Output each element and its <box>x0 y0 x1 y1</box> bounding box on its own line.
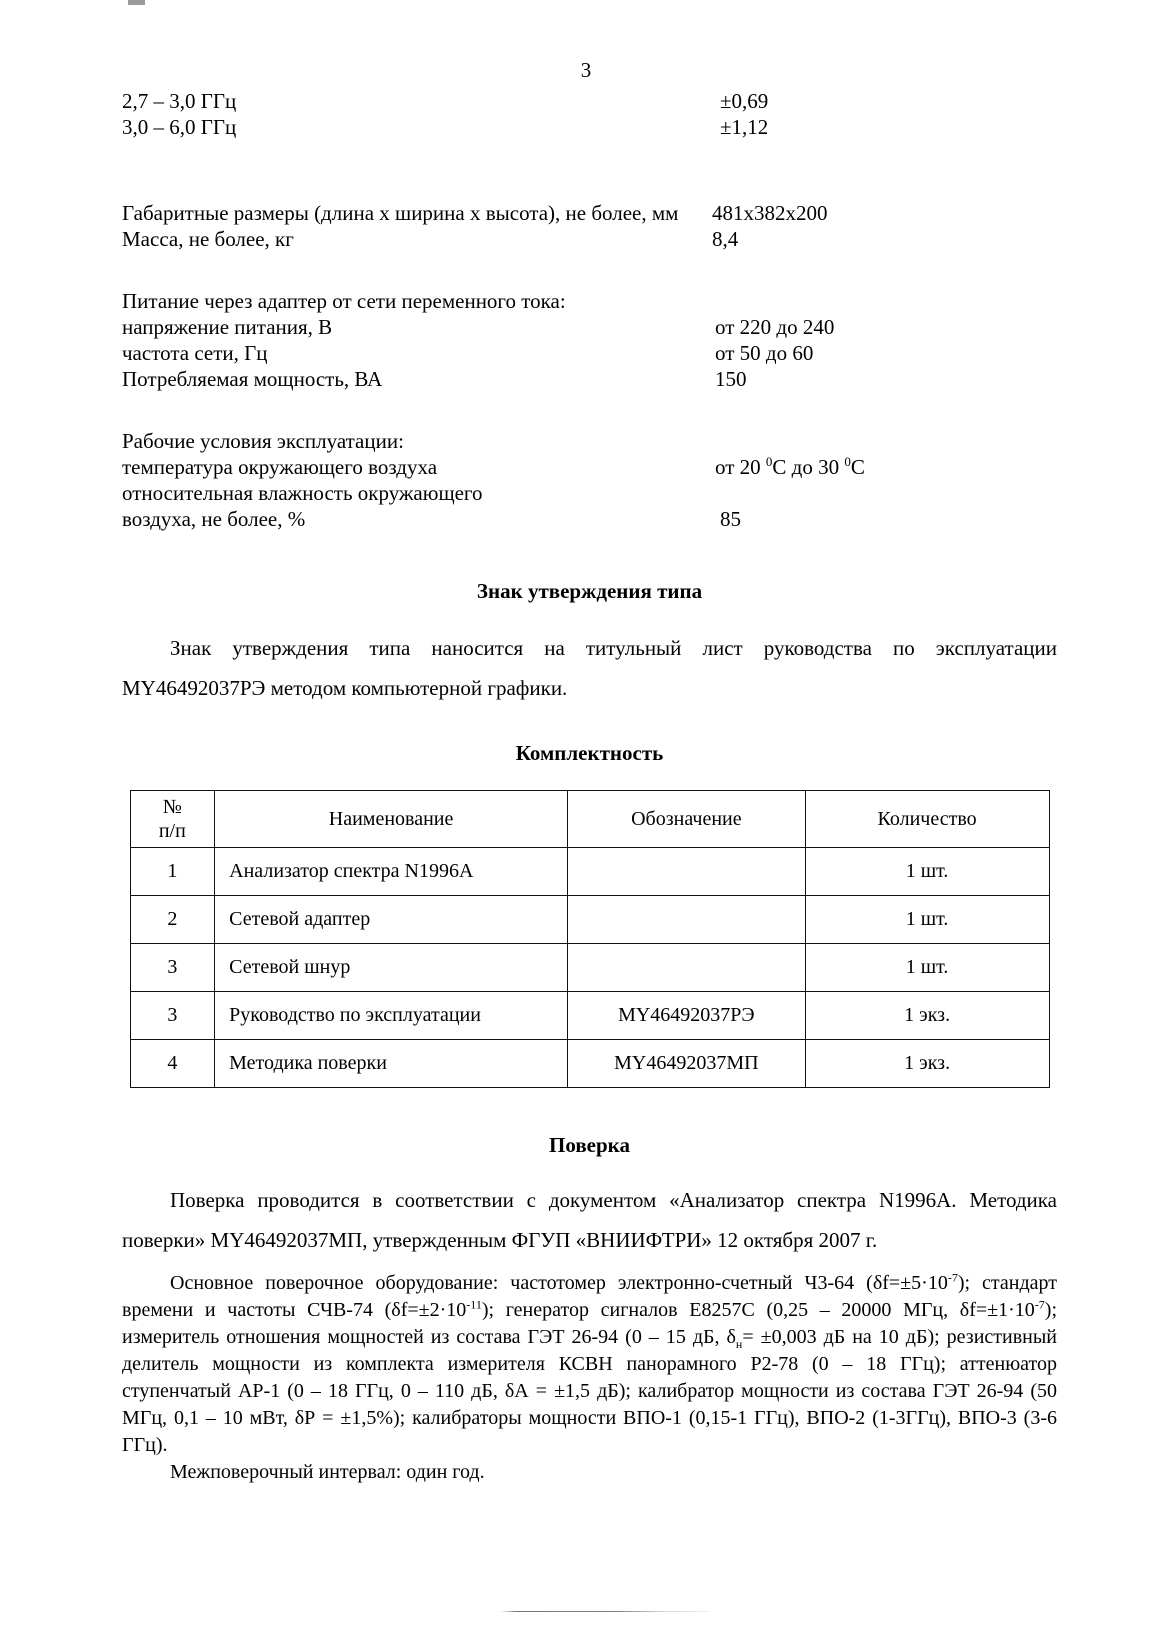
cell-designation <box>568 896 806 944</box>
equip-part-1: Основное поверочное оборудование: частотомер электронно-счетный Ч3-64 (δf=±5·10 <box>170 1272 948 1294</box>
spacer <box>122 140 1057 184</box>
cell-name: Сетевой адаптер <box>215 896 568 944</box>
operating-conditions-title-row <box>122 428 1057 454</box>
temp-suffix: С <box>850 455 865 479</box>
verification-interval-paragraph: Межповерочный интервал: один год. <box>170 1461 485 1483</box>
document-body <box>122 88 1057 1486</box>
power-section-title: Питание через адаптер от сети переменного тока: <box>122 289 566 313</box>
spec-value: 85 <box>720 507 741 531</box>
cell-number: 3 <box>130 992 215 1040</box>
spec-row <box>122 340 1057 366</box>
spec-label: Габаритные размеры (длина x ширина x высота), не более, мм <box>122 201 679 225</box>
table-row <box>130 848 1049 896</box>
spacer <box>122 766 1057 790</box>
table-body <box>130 848 1049 1088</box>
type-approval-heading: Знак утверждения типа <box>476 579 703 603</box>
spec-label: частота сети, Гц <box>122 341 268 365</box>
cell-name: Руководство по эксплуатации <box>215 992 568 1040</box>
spacer <box>122 1260 1057 1270</box>
table-row <box>130 1040 1049 1088</box>
temp-mid: С до 30 <box>772 455 845 479</box>
spec-value: от 220 до 240 <box>715 315 835 339</box>
temp-prefix: от 20 <box>715 455 766 479</box>
cell-designation <box>568 944 806 992</box>
spec-label: Масса, не более, кг <box>122 227 294 251</box>
cell-number: 1 <box>130 848 215 896</box>
spacer <box>122 1158 1057 1180</box>
spacer <box>122 392 1057 428</box>
cell-quantity: 1 шт. <box>805 848 1049 896</box>
column-header-quantity: Количество <box>805 791 1049 848</box>
spec-row <box>122 88 1057 114</box>
spec-row <box>122 480 1057 506</box>
type-approval-paragraph: Знак утверждения типа наносится на титульный лист руководства по эксплуатации MY46492037РЭ методом компьютерной графики. <box>122 636 1057 700</box>
cell-name: Сетевой шнур <box>215 944 568 992</box>
cell-number: 4 <box>130 1040 215 1088</box>
cell-quantity: 1 шт. <box>805 896 1049 944</box>
spec-label: Потребляемая мощность, ВА <box>122 367 383 391</box>
superscript-exp-2: -11 <box>466 1297 482 1312</box>
spec-row <box>122 454 1057 480</box>
cell-name: Анализатор спектра N1996A <box>215 848 568 896</box>
completeness-heading: Комплектность <box>515 741 664 765</box>
cell-designation: MY46492037МП <box>568 1040 806 1088</box>
cell-designation: MY46492037РЭ <box>568 992 806 1040</box>
spec-row <box>122 114 1057 140</box>
equip-part-3: ); генератор сигналов E8257C (0,25 – 20000 МГц, δf=±1·10 <box>481 1299 1035 1321</box>
spec-value: 481x382x200 <box>712 201 828 225</box>
spacer <box>122 1088 1057 1132</box>
table-row <box>130 896 1049 944</box>
spec-value: ±0,69 <box>720 89 769 113</box>
temperature-value <box>715 454 865 480</box>
degree-symbol-2: 0 <box>844 454 851 469</box>
spec-row <box>122 200 1057 226</box>
scan-artifact-bottom <box>500 1611 710 1612</box>
spacer <box>122 532 1057 578</box>
spec-label: воздуха, не более, % <box>122 507 306 531</box>
spec-value: от 50 до 60 <box>715 341 814 365</box>
spec-label: напряжение питания, В <box>122 315 333 339</box>
spec-label: 2,7 – 3,0 ГГц <box>122 89 237 113</box>
degree-symbol-1: 0 <box>765 454 773 469</box>
spacer <box>122 708 1057 740</box>
equip-part-5: = ±0,003 дБ на 10 дБ); резистивный делитель мощности из комплекта измерителя КСВН панорамного Р2-78 (0 – 18 ГГц); аттенюатор ступенчатый АР-1 (0 – 18 ГГц, 0 – 110 дБ, δА = ±1,5 дБ); калибратор мощности из состава ГЭТ 26-94 (50 МГц, 0,1 – 10 мВт, δР = ±1,5%); калибраторы мощности ВПО-1 (0,15-1 ГГц), ВПО-2 (1-3ГГц), ВПО-3 (3-6 ГГц). <box>122 1326 1058 1456</box>
table-row <box>130 944 1049 992</box>
spec-value: 8,4 <box>712 227 739 251</box>
verification-paragraph-1: Поверка проводится в соответствии с документом «Анализатор спектра N1996A. Методика поверки» MY46492037МП, утвержденным ФГУП «ВНИИФТРИ» 12 октября 2007 г. <box>122 1188 1057 1252</box>
table-header-row <box>130 791 1049 848</box>
column-header-designation: Обозначение <box>568 791 806 848</box>
cell-number: 3 <box>130 944 215 992</box>
cell-quantity: 1 экз. <box>805 992 1049 1040</box>
completeness-table <box>130 790 1050 1088</box>
column-header-number-line2: п/п <box>158 820 186 842</box>
table-head <box>130 791 1049 848</box>
cell-designation <box>568 848 806 896</box>
verification-equipment-paragraph <box>122 1270 1057 1459</box>
operating-conditions-title: Рабочие условия эксплуатации: <box>122 429 404 453</box>
spacer <box>122 184 1057 200</box>
power-section-title-row <box>122 288 1057 314</box>
verification-heading: Поверка <box>549 1133 630 1157</box>
spec-label: относительная влажность окружающего <box>122 481 483 505</box>
cell-number: 2 <box>130 896 215 944</box>
spec-row <box>122 226 1057 252</box>
column-header-number <box>130 791 215 848</box>
equip-part-2: ); стандарт времени и частоты СЧВ-74 (δf=±2·10 <box>122 1272 1058 1321</box>
spec-value: 150 <box>715 367 747 391</box>
spec-value: ±1,12 <box>720 115 769 139</box>
spec-label: температура окружающего воздуха <box>122 455 438 479</box>
cell-name: Методика поверки <box>215 1040 568 1088</box>
superscript-exp-1: -7 <box>947 1270 958 1285</box>
spec-row <box>122 366 1057 392</box>
column-header-number-line1: № <box>162 796 182 818</box>
table-row <box>130 992 1049 1040</box>
spacer <box>122 252 1057 288</box>
subscript-n: н <box>735 1337 743 1351</box>
spec-label: 3,0 – 6,0 ГГц <box>122 115 237 139</box>
cell-quantity: 1 шт. <box>805 944 1049 992</box>
column-header-name: Наименование <box>215 791 568 848</box>
cell-quantity: 1 экз. <box>805 1040 1049 1088</box>
spec-row <box>122 314 1057 340</box>
spacer <box>122 604 1057 628</box>
equip-part-4: ); измеритель отношения мощностей из состава ГЭТ 26-94 (0 – 15 дБ, δ <box>122 1299 1057 1348</box>
superscript-exp-3: -7 <box>1034 1297 1045 1312</box>
scan-artifact-top <box>128 0 145 5</box>
page-number: 3 <box>580 58 592 82</box>
spec-row <box>122 506 1057 532</box>
